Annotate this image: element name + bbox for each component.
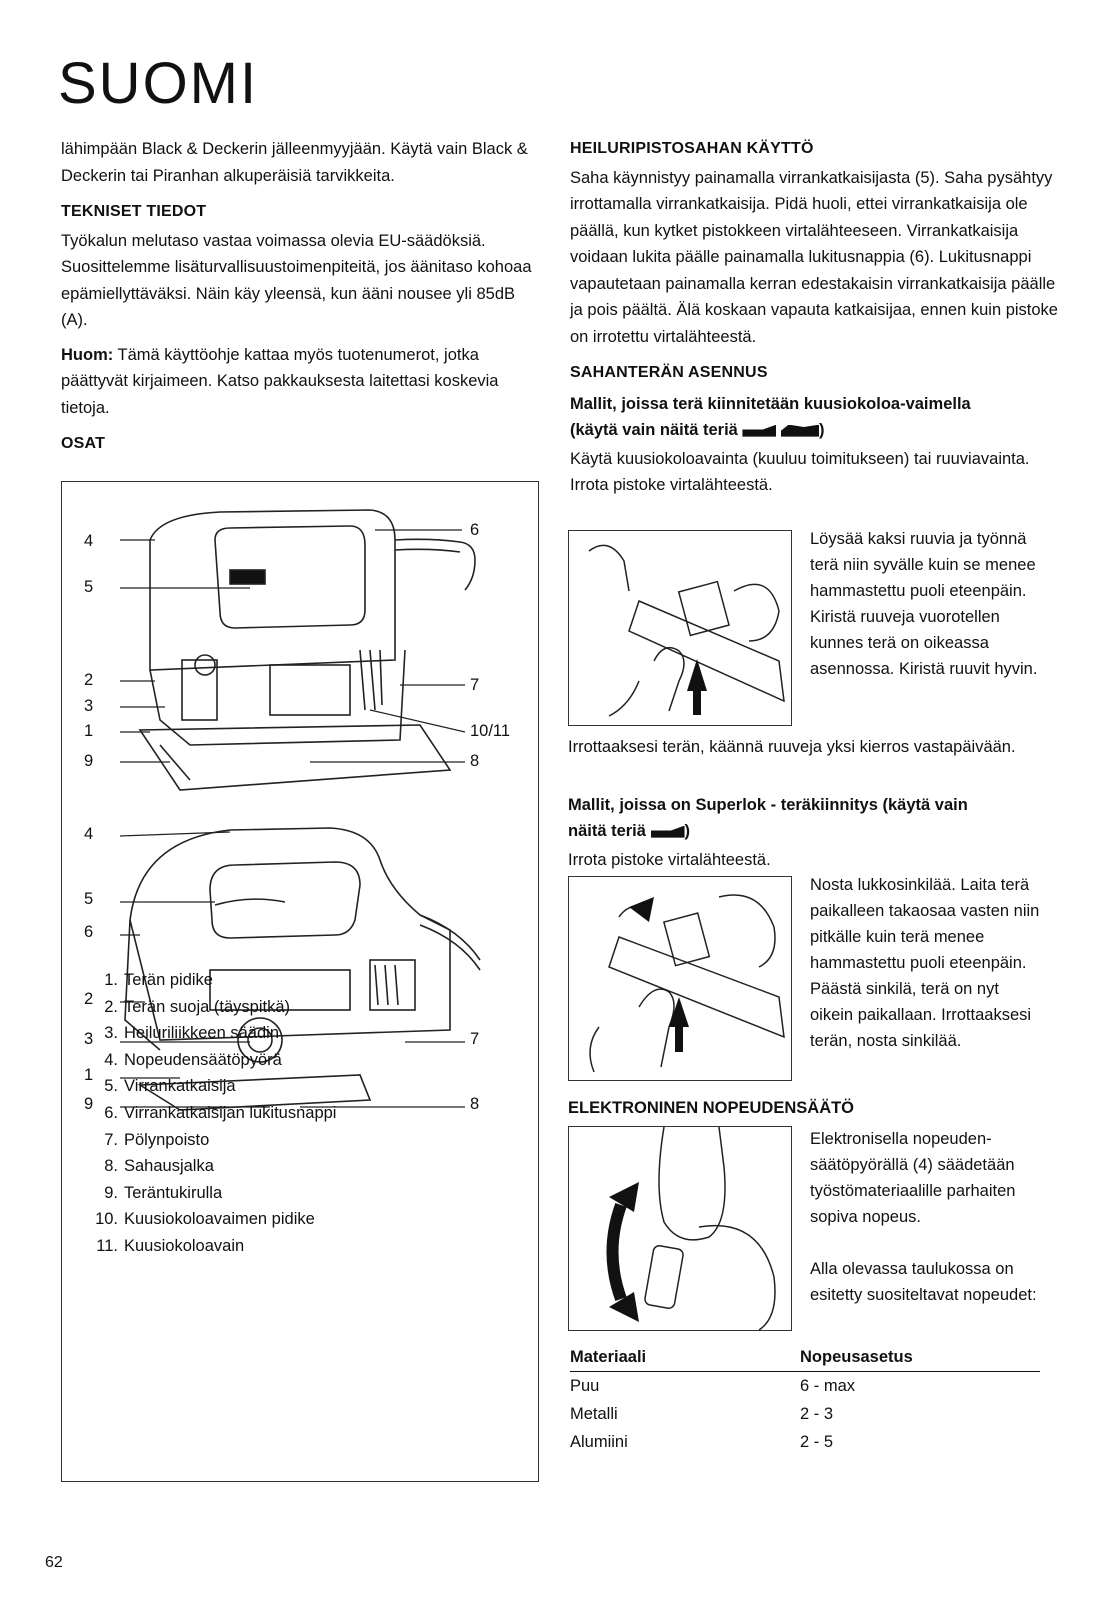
- label-bottom-3: 3: [84, 1030, 94, 1048]
- left-column: [61, 136, 541, 460]
- superlok-side-text: Nosta lukkosinkilää. Laita terä paikalleen takaosaa vasten niin pitkälle kuin terä menee hammastettu puoli eteenpäin. Päästä sinkilä, terä on nyt oikein paikallaan. Irrottaaksesi terän, nosta sinkilää.: [810, 876, 1040, 1050]
- pendulum-heading: HEILURIPISTOSAHAN KÄYTTÖ: [570, 140, 814, 157]
- label-top-2: 2: [84, 671, 94, 689]
- page-title: SUOMI: [58, 51, 259, 116]
- superlok-heading: Mallit, joissa on Superlok - teräkiinnitys (käytä vain näitä teriä ): [568, 796, 968, 840]
- superlok-unplug-text: Irrota pistoke virtalähteestä.: [568, 851, 771, 869]
- hex-key-icon: [569, 531, 791, 725]
- hex-paragraph: Käytä kuusiokoloavainta (kuuluu toimitukseen) tai ruuviavainta. Irrota pistoke virtalähteestä.: [570, 449, 1030, 494]
- label-top-7: 7: [470, 676, 480, 694]
- tech-heading: TEKNISET TIEDOT: [61, 203, 207, 220]
- column-header-material: Materiaali: [570, 1344, 800, 1372]
- table-intro-text: Alla olevassa taulukossa on esitetty suositeltavat nopeudet:: [810, 1260, 1037, 1304]
- list-item: 3. Heiluriliikkeen säädin: [104, 1024, 279, 1043]
- list-item: 11. Kuusiokoloavain: [96, 1236, 245, 1255]
- list-item: 4. Nopeudensäätöpyörä: [104, 1050, 282, 1069]
- speed-table: [570, 1344, 1040, 1456]
- hex-remove-text: Irrottaaksesi terän, käännä ruuveja yksi kierros vastapäivään.: [568, 738, 1016, 756]
- label-top-3: 3: [84, 697, 94, 715]
- list-item: 5. Virrankatkaisija: [104, 1077, 236, 1096]
- label-top-6: 6: [470, 521, 480, 539]
- label-bottom-9: 9: [84, 1095, 94, 1113]
- list-item: 6. Virrankatkaisijan lukitusnappi: [104, 1103, 337, 1122]
- superlok-clamp-icon: [569, 877, 791, 1080]
- blade-icon: [651, 826, 685, 838]
- hex-blade-illustration: [568, 530, 792, 726]
- jigsaw-illustration-top: [120, 500, 500, 820]
- tech-paragraph: Työkalun melutaso vastaa voimassa olevia EU-säädöksiä. Suosittelemme lisäturvallisuustoimenpiteitä, jos äänitaso kohoaa epämiellyttäväksi. Näin käy yleensä, kun ääni nousee yli 85dB (A).: [61, 231, 532, 329]
- label-bottom-5: 5: [84, 890, 94, 908]
- list-item: 2. Terän suoja (täyspitkä): [104, 997, 290, 1016]
- label-bottom-7: 7: [470, 1030, 480, 1048]
- hex-side-text: Löysää kaksi ruuvia ja työnnä terä niin syvälle kuin se menee hammastettu puoli eteenpäin. Kiristä ruuveja vuorotellen kunnes terä on oikeassa asennossa. Kiristä ruuvit hyvin.: [810, 530, 1038, 678]
- label-bottom-8: 8: [470, 1095, 480, 1113]
- page-number: 62: [45, 1554, 63, 1571]
- list-item: 9. Teräntukirulla: [104, 1183, 223, 1202]
- pendulum-paragraph: Saha käynnistyy painamalla virrankatkaisijasta (5). Saha pysähtyy irrottamalla virrankatkaisija. Pidä huoli, ettei virrankatkaisija ole päällä, kun kytket pistokkeen virtalähteeseen. Virrankatkaisija voidaan lukita päälle painamalla lukitusnappia (6). Lukitusnappi vapautetaan painamalla kerran edestakaisin virrankatkaisija päälle ja pois päältä. Älä koskaan vapauta katkaisijaa, ennen kuin pistoke on irrotettu virtalähteestä.: [570, 168, 1058, 346]
- parts-list: [92, 967, 336, 1260]
- label-bottom-4: 4: [84, 825, 94, 843]
- label-top-1: 1: [84, 722, 94, 740]
- electronic-side-text: Elektronisella nopeuden-säätöpyörällä (4) säädetään työstömateriaalille parhaiten sopiva nopeus.: [810, 1130, 1016, 1226]
- table-row: Puu 6 - max: [570, 1377, 856, 1395]
- list-item: 8. Sahausjalka: [104, 1157, 214, 1176]
- parts-heading: OSAT: [61, 435, 106, 452]
- hex-heading: Mallit, joissa terä kiinnitetään kuusiokoloa-vaimella (käytä vain näitä teriä ): [570, 394, 971, 439]
- list-item: 1. Terän pidike: [104, 971, 213, 989]
- table-header-row: [570, 1344, 1040, 1372]
- speed-dial-illustration: [568, 1126, 792, 1331]
- table-row: Alumiini 2 - 5: [570, 1433, 834, 1451]
- superlok-illustration: [568, 876, 792, 1081]
- label-top-4: 4: [84, 532, 94, 550]
- label-top-10-11: 10/11: [470, 722, 511, 740]
- note-text: Tämä käyttöohje kattaa myös tuotenumerot, jotka päättyvät kirjaimeen. Katso pakkauksesta laitettasi koskevia tietoja.: [61, 345, 499, 417]
- table-row: Metalli 2 - 3: [570, 1405, 834, 1423]
- blade-icon: [742, 425, 776, 437]
- electronic-heading: ELEKTRONINEN NOPEUDENSÄÄTÖ: [568, 1099, 855, 1117]
- column-header-speed: Nopeusasetus: [800, 1344, 1040, 1372]
- label-top-9: 9: [84, 752, 94, 770]
- note-label: Huom:: [61, 345, 114, 364]
- label-bottom-2: 2: [84, 990, 94, 1008]
- speed-dial-icon: [569, 1127, 791, 1330]
- intro-paragraph: lähimpään Black & Deckerin jälleenmyyjään. Käytä vain Black & Deckerin tai Piranhan alkuperäisiä tarvikkeita.: [61, 140, 528, 185]
- label-bottom-1: 1: [84, 1066, 94, 1084]
- blade-icon: [781, 425, 819, 437]
- list-item: 7. Pölynpoisto: [104, 1130, 210, 1149]
- label-bottom-6: 6: [84, 923, 94, 941]
- label-top-5: 5: [84, 578, 94, 596]
- blade-heading: SAHANTERÄN ASENNUS: [570, 364, 768, 381]
- list-item: 10. Kuusiokoloavaimen pidike: [95, 1210, 315, 1229]
- note-paragraph: [61, 342, 541, 422]
- right-column: [570, 136, 1060, 507]
- label-top-8: 8: [470, 752, 480, 770]
